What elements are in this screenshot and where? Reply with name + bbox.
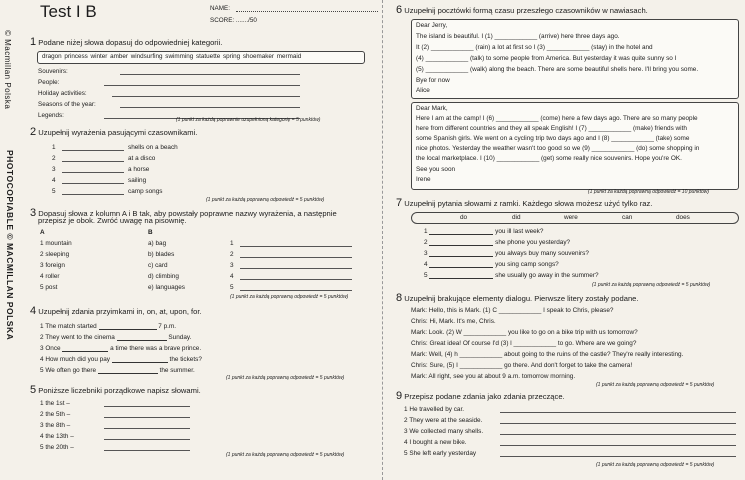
ex7-num: 3 bbox=[424, 250, 428, 257]
ex3-col-a-item: 4 roller bbox=[40, 273, 60, 280]
card1-line: (4) ____________ (talk) to some people from America. But yesterday it was quite sunny so I bbox=[416, 55, 677, 62]
ex3-instruction-2: przepisz je obok. Zwróć uwagę na pisownię. bbox=[38, 216, 187, 225]
name-line[interactable] bbox=[236, 11, 378, 12]
ex1-heading bbox=[30, 36, 222, 48]
ex9-item: 4 I bought a new bike. bbox=[404, 439, 467, 446]
ex3-col-a-item: 1 mountain bbox=[40, 240, 72, 247]
ex3-col-b-item: e) languages bbox=[148, 284, 185, 291]
ex7-num: 5 bbox=[424, 272, 428, 279]
ex1-cat-seasons: Seasons of the year: bbox=[38, 101, 96, 108]
ex7-item-2 bbox=[424, 238, 570, 246]
ex9-item: 1 He travelled by car. bbox=[404, 406, 465, 413]
card1-line: Bye for now bbox=[416, 77, 450, 84]
ex3-col-a-item: 3 foreign bbox=[40, 262, 65, 269]
ex7-num: 1 bbox=[424, 228, 428, 235]
ex4-item-a: 1 The match started bbox=[40, 323, 97, 330]
ex7-word: do bbox=[460, 214, 468, 221]
score-label: SCORE: ......./50 bbox=[210, 17, 257, 24]
ex7-blank-1[interactable] bbox=[429, 227, 493, 235]
ex5-answer-line-5[interactable] bbox=[104, 450, 190, 451]
ex7-item-4 bbox=[424, 260, 559, 268]
ex7-text: you ill last week? bbox=[495, 228, 544, 235]
ex2-answer-3[interactable] bbox=[62, 172, 124, 173]
ex7-blank-5[interactable] bbox=[429, 271, 493, 279]
ex7-instruction: Uzupełnij pytania słowami z ramki. Każdego słowa możesz użyć tylko raz. bbox=[404, 199, 653, 208]
ex7-text: you sing camp songs? bbox=[495, 261, 559, 268]
dialogue-line: Mark: Hello, this is Mark. (1) C ____________ I speak to Chris, please? bbox=[411, 307, 614, 314]
ex3-col-a-head: A bbox=[40, 229, 45, 236]
ex2-item-text: at a disco bbox=[128, 155, 156, 162]
side-copyright-top: © Macmillan Polska bbox=[3, 30, 12, 110]
ex9-answer-line-3[interactable] bbox=[500, 434, 736, 435]
ex2-answer-1[interactable] bbox=[62, 150, 124, 151]
ex9-heading bbox=[396, 390, 565, 402]
ex3-answer-num: 5 bbox=[230, 284, 234, 291]
ex6-instruction: Uzupełnij pocztówki formą czasu przeszłego czasowników w nawiasach. bbox=[404, 6, 648, 15]
dialogue-line: Mark: Look. (2) W ____________ you like to go on a bike trip with us tomorrow? bbox=[411, 329, 638, 336]
ex2-heading bbox=[30, 126, 197, 138]
ex7-text: she phone you yesterday? bbox=[495, 239, 571, 246]
ex7-item-1 bbox=[424, 227, 543, 235]
ex5-answer-line-1[interactable] bbox=[104, 406, 190, 407]
ex1-answer-line-4[interactable] bbox=[120, 107, 300, 108]
dialogue-line: Mark: Well, (4) h ____________ about going to the ruins of the castle? They're really interesting. bbox=[411, 351, 684, 358]
ex2-item-text: camp songs bbox=[128, 188, 163, 195]
ex7-word: can bbox=[622, 214, 633, 221]
dialogue-line: Chris: Sure, (5) I ____________ go there. And don't forget to take the camera! bbox=[411, 362, 633, 369]
ex2-item-5 bbox=[52, 188, 56, 195]
ex5-heading bbox=[30, 384, 201, 396]
ex8-heading bbox=[396, 292, 639, 304]
ex7-scoring: (1 punkt za każdą poprawną odpowiedź = 5 punktów) bbox=[592, 282, 711, 288]
ex8-instruction: Uzupełnij brakujące elementy dialogu. Pierwsze litery zostały podane. bbox=[404, 294, 639, 303]
ex9-item: 3 We collected many shells. bbox=[404, 428, 484, 435]
ex2-item-num: 2 bbox=[52, 155, 56, 162]
ex5-answer-line-4[interactable] bbox=[104, 439, 190, 440]
dialogue-line: Chris: Great idea! Of course I'd (3) l ____________ to go. Where are we going? bbox=[411, 340, 637, 347]
card2-line: the local marketplace. I (10) ____________ (get) some really nice souvenirs. Hope you're OK. bbox=[416, 155, 682, 162]
ex4-item-4 bbox=[40, 355, 202, 363]
ex2-item-text: a horse bbox=[128, 166, 150, 173]
ex4-item-b: 7 p.m. bbox=[158, 323, 177, 330]
ex4-instruction: Uzupełnij zdania przyimkami in, on, at, upon, for. bbox=[38, 307, 202, 316]
ex5-answer-line-2[interactable] bbox=[104, 417, 190, 418]
ex7-word: were bbox=[564, 214, 578, 221]
card1-line: Dear Jerry, bbox=[416, 22, 448, 29]
ex3-instruction-1: Dopasuj słowa z kolumn A i B tak, aby powstały poprawne nazwy wyrażenia, a następnie bbox=[38, 209, 337, 218]
ex5-number: 5 bbox=[30, 384, 37, 396]
card2-line: here from different countries and they all speak English! I (7) ____________ (make) friends with bbox=[416, 125, 687, 132]
card2-line: See you soon bbox=[416, 166, 456, 173]
ex2-answer-4[interactable] bbox=[62, 183, 124, 184]
card2-line: some Spanish girls. We went on a cycling trip two days ago and I (8) ____________ (take) some bbox=[416, 135, 690, 142]
dialogue-line: Chris: Hi, Mark. It's me, Chris. bbox=[411, 318, 496, 325]
card2-line: Dear Mark, bbox=[416, 105, 448, 112]
ex2-answer-2[interactable] bbox=[62, 161, 124, 162]
ex4-item-b: Sunday. bbox=[168, 334, 192, 341]
ex8-number: 8 bbox=[396, 292, 403, 304]
ex9-item: 5 She left early yesterday bbox=[404, 450, 477, 457]
card1-line: (5) ____________ (walk) along the beach. There are some beautiful shells here. I'll bring you some. bbox=[416, 66, 699, 73]
ex9-answer-line-4[interactable] bbox=[500, 445, 736, 446]
ex4-number: 4 bbox=[30, 305, 37, 317]
ex7-blank-3[interactable] bbox=[429, 249, 493, 257]
ex5-item: 1 the 1st – bbox=[40, 400, 70, 407]
ex3-answer-num: 4 bbox=[230, 273, 234, 280]
ex5-answer-line-3[interactable] bbox=[104, 428, 190, 429]
ex4-item-2 bbox=[40, 333, 191, 341]
ex9-instruction: Przepisz podane zdania jako zdania przeczące. bbox=[404, 392, 565, 401]
ex4-blank-5[interactable] bbox=[98, 366, 158, 374]
ex9-answer-line-2[interactable] bbox=[500, 423, 736, 424]
ex4-item-b: the tickets? bbox=[169, 356, 202, 363]
ex7-word-box bbox=[411, 212, 739, 224]
ex4-item-5 bbox=[40, 366, 195, 374]
ex3-answer-line-3[interactable] bbox=[240, 268, 352, 269]
ex3-answer-line-5[interactable] bbox=[240, 290, 352, 291]
ex7-text: she usually go away in the summer? bbox=[495, 272, 599, 279]
ex6-heading bbox=[396, 4, 648, 16]
ex3-col-b-item: a) bag bbox=[148, 240, 167, 247]
ex4-item-a: 2 They went to the cinema bbox=[40, 334, 115, 341]
ex7-item-5 bbox=[424, 271, 599, 279]
ex7-word: does bbox=[676, 214, 690, 221]
ex9-answer-line-5[interactable] bbox=[500, 456, 736, 457]
ex2-answer-5[interactable] bbox=[62, 194, 124, 195]
ex3-col-b-item: c) card bbox=[148, 262, 168, 269]
ex4-item-a: 5 We often go there bbox=[40, 367, 97, 374]
ex2-item-3 bbox=[52, 166, 56, 173]
ex5-instruction: Poniższe liczebniki porządkowe napisz słowami. bbox=[38, 386, 201, 395]
ex4-blank-3[interactable] bbox=[62, 344, 108, 352]
ex1-cat-legends: Legends: bbox=[38, 112, 64, 119]
ex3-answer-line-2[interactable] bbox=[240, 257, 352, 258]
ex1-scoring: (1 punkt za każdą poprawnie uzupełnioną kategorię = 5 punktów) bbox=[176, 117, 321, 123]
ex1-word-box bbox=[37, 51, 365, 64]
ex4-blank-2[interactable] bbox=[117, 333, 167, 341]
ex3-col-b-head: B bbox=[148, 229, 153, 236]
ex2-item-2 bbox=[52, 155, 56, 162]
ex2-item-num: 3 bbox=[52, 166, 56, 173]
ex1-instruction: Podane niżej słowa dopasuj do odpowiedniej kategorii. bbox=[38, 38, 223, 47]
ex7-number: 7 bbox=[396, 197, 403, 209]
ex5-item: 4 the 13th – bbox=[40, 433, 74, 440]
ex2-item-1 bbox=[52, 144, 56, 151]
ex2-item-num: 4 bbox=[52, 177, 56, 184]
ex4-item-3 bbox=[40, 344, 201, 352]
ex7-word: did bbox=[512, 214, 521, 221]
postcard-2 bbox=[411, 102, 739, 190]
ex7-heading bbox=[396, 197, 652, 209]
ex5-scoring: (1 punkt za każdą poprawną odpowiedź = 5 punktów) bbox=[226, 452, 345, 458]
ex3-scoring: (1 punkt za każdą poprawną odpowiedź = 5 punktów) bbox=[230, 294, 349, 300]
postcard-1 bbox=[411, 19, 739, 99]
ex4-item-a: 3 Once bbox=[40, 345, 61, 352]
ex7-num: 2 bbox=[424, 239, 428, 246]
ex1-answer-line-1[interactable] bbox=[120, 74, 300, 75]
ex6-number: 6 bbox=[396, 4, 403, 16]
ex1-number: 1 bbox=[30, 36, 37, 48]
ex2-item-num: 5 bbox=[52, 188, 56, 195]
ex4-item-b: the summer. bbox=[159, 367, 195, 374]
ex3-col-b-item: b) blades bbox=[148, 251, 175, 258]
ex5-item: 3 the 8th – bbox=[40, 422, 71, 429]
ex2-item-4 bbox=[52, 177, 56, 184]
ex3-col-b-item: d) climbing bbox=[148, 273, 179, 280]
ex1-answer-line-2[interactable] bbox=[104, 85, 300, 86]
ex7-text: you always buy many souvenirs? bbox=[495, 250, 589, 257]
name-label: NAME: bbox=[210, 5, 230, 12]
ex7-num: 4 bbox=[424, 261, 428, 268]
ex3-answer-line-4[interactable] bbox=[240, 279, 352, 280]
card1-line: Alice bbox=[416, 87, 430, 94]
ex7-item-3 bbox=[424, 249, 589, 257]
ex8-scoring: (1 punkt za każdą poprawną odpowiedź = 5 punktów) bbox=[596, 382, 715, 388]
ex3-answer-num: 3 bbox=[230, 262, 234, 269]
card2-line: nice photos. Yesterday the weather wasn't too good so we (9) ____________ (do) some shopping in bbox=[416, 145, 700, 152]
ex4-item-a: 4 How much did you pay bbox=[40, 356, 110, 363]
card1-line: It (2) ____________ (rain) a lot at first so I (3) ____________ (stay) in the hotel and bbox=[416, 44, 653, 51]
ex2-scoring: (1 punkt za każdą poprawną odpowiedź = 5 punktów) bbox=[206, 197, 325, 203]
ex1-answer-line-3[interactable] bbox=[112, 96, 300, 97]
ex3-col-a-item: 2 sleeping bbox=[40, 251, 70, 258]
ex1-words: dragon princess winter amber windsurfing swimming statuette spring shoemaker mermaid bbox=[42, 53, 302, 60]
ex9-answer-line-1[interactable] bbox=[500, 412, 736, 413]
page-title: Test I B bbox=[40, 2, 97, 21]
ex6-scoring: (1 punkt za każdą poprawną odpowiedź = 10 punktów) bbox=[588, 189, 710, 195]
ex7-blank-4[interactable] bbox=[429, 260, 493, 268]
ex1-cat-holiday: Holiday activities: bbox=[38, 90, 87, 97]
ex7-blank-2[interactable] bbox=[429, 238, 493, 246]
ex4-item-b: a time there was a brave prince. bbox=[110, 345, 202, 352]
ex5-item: 2 the 5th – bbox=[40, 411, 71, 418]
ex4-heading bbox=[30, 305, 202, 317]
ex2-instruction: Uzupełnij wyrażenia pasującymi czasownikami. bbox=[38, 128, 198, 137]
ex2-item-text: shells on a beach bbox=[128, 144, 178, 151]
card2-line: Here I am at the camp! I (6) ____________ (come) here a few days ago. There are so many people bbox=[416, 115, 698, 122]
card1-line: The island is beautiful. I (1) ____________ (arrive) here three days ago. bbox=[416, 33, 620, 40]
ex3-answer-num: 2 bbox=[230, 251, 234, 258]
ex4-blank-1[interactable] bbox=[99, 322, 157, 330]
ex2-item-num: 1 bbox=[52, 144, 56, 151]
ex3-col-a-item: 5 post bbox=[40, 284, 58, 291]
ex2-number: 2 bbox=[30, 126, 37, 138]
ex4-blank-4[interactable] bbox=[112, 355, 168, 363]
ex3-answer-num: 1 bbox=[230, 240, 234, 247]
dialogue-line: Mark: All right, see you at about 9 a.m. tomorrow morning. bbox=[411, 373, 576, 380]
card2-line: Irene bbox=[416, 176, 431, 183]
ex1-cat-people: People: bbox=[38, 79, 60, 86]
ex9-scoring: (1 punkt za każdą poprawną odpowiedź = 5 punktów) bbox=[596, 462, 715, 468]
ex2-item-text: sailing bbox=[128, 177, 147, 184]
ex5-item: 5 the 20th – bbox=[40, 444, 74, 451]
side-photocopiable: PHOTOCOPIABLE © MACMILLAN POLSKA bbox=[5, 150, 15, 341]
column-divider bbox=[382, 0, 384, 480]
ex1-cat-souvenirs: Souvenirs: bbox=[38, 68, 68, 75]
ex9-number: 9 bbox=[396, 390, 403, 402]
ex3-number: 3 bbox=[30, 207, 37, 219]
ex3-answer-line-1[interactable] bbox=[240, 246, 352, 247]
ex4-item-1 bbox=[40, 322, 176, 330]
ex9-item: 2 They were at the seaside. bbox=[404, 417, 483, 424]
ex4-scoring: (1 punkt za każdą poprawną odpowiedź = 5 punktów) bbox=[226, 375, 345, 381]
